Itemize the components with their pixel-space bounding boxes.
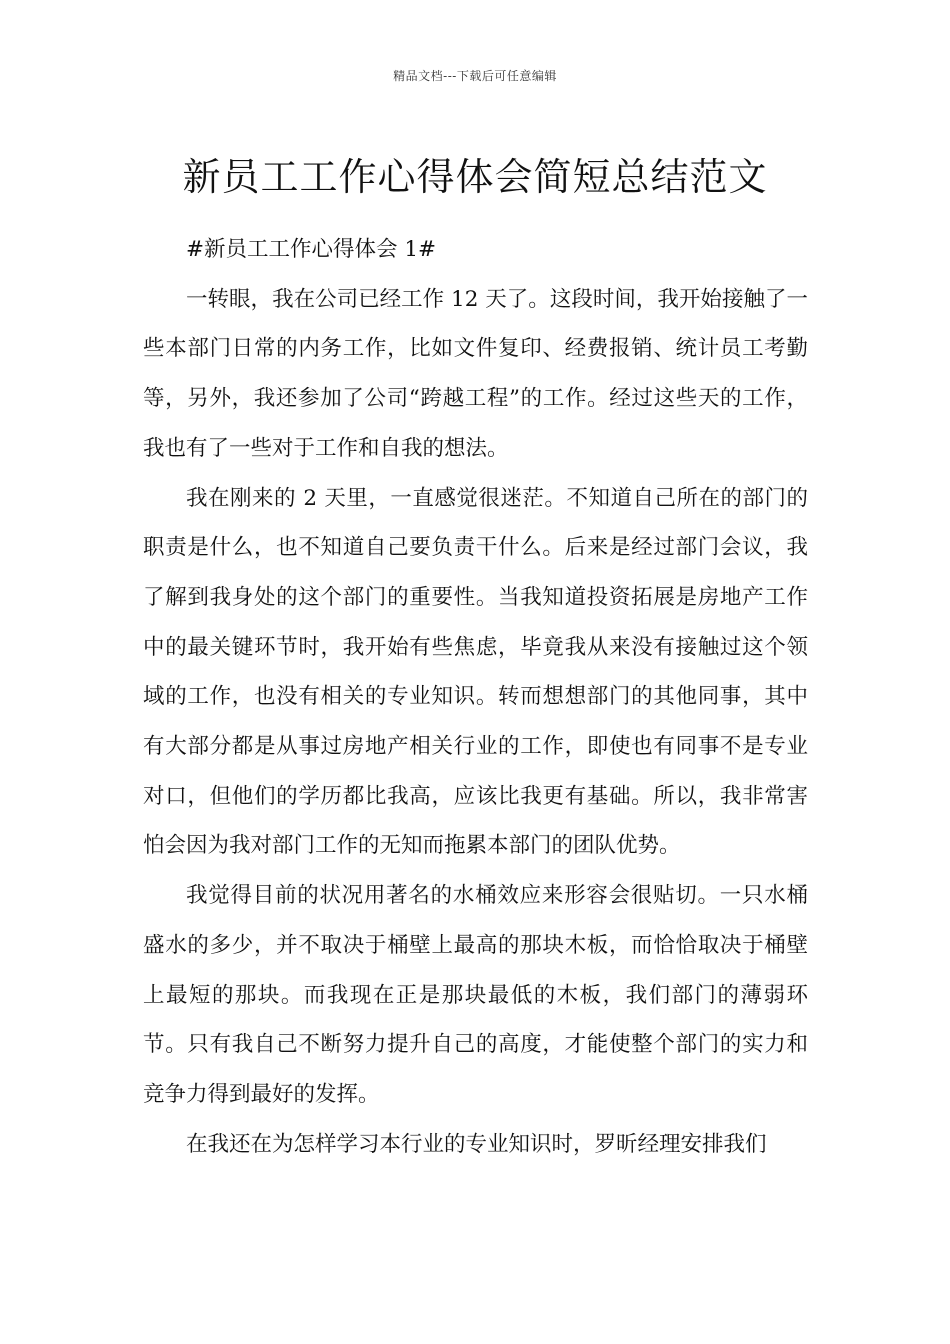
document-title: 新员工工作心得体会简短总结范文 [182, 155, 768, 200]
paragraph: 我觉得目前的状况用著名的水桶效应来形容会很贴切。一只水桶盛水的多少，并不取决于桶壁上最高的那块木板，而恰恰取决于桶壁上最短的那块。而我现在正是那块最低的木板，我们部门的薄弱环节。只有我自己不断努力提升自己的高度，才能使整个部门的实力和竞争力得到最好的发挥。 [143, 883, 808, 1107]
section-heading: #新员工工作心得体会 1# [186, 237, 437, 262]
document-body [143, 225, 808, 1169]
paragraph: 我在刚来的 2 天里，一直感觉很迷茫。不知道自己所在的部门的职责是什么，也不知道自己要负责干什么。后来是经过部门会议，我了解到我身处的这个部门的重要性。当我知道投资拓展是房地产工作中的最关键环节时，我开始有些焦虑，毕竟我从来没有接触过这个领域的工作，也没有相关的专业知识。转而想想部门的其他同事，其中有大部分都是从事过房地产相关行业的工作，即使也有同事不是专业对口，但他们的学历都比我高，应该比我更有基础。所以，我非常害怕会因为我对部门工作的无知而拖累本部门的团队优势。 [143, 485, 808, 859]
header-note: 精品文档---下载后可任意编辑 [393, 69, 557, 83]
paragraph: 在我还在为怎样学习本行业的专业知识时，罗昕经理安排我们 [186, 1131, 767, 1157]
paragraph: 一转眼，我在公司已经工作 12 天了。这段时间，我开始接触了一些本部门日常的内务工作，比如文件复印、经费报销、统计员工考勤等，另外，我还参加了公司“跨越工程”的工作。经过这些天的工作，我也有了一些对于工作和自我的想法。 [143, 286, 808, 461]
